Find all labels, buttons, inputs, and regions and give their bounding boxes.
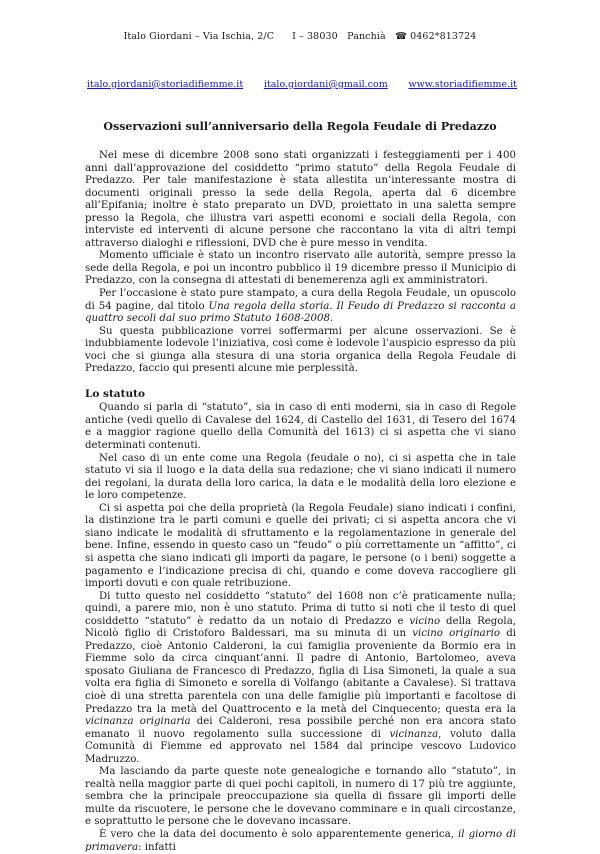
- paragraph: [85, 288, 516, 326]
- email-link-gmail[interactable]: italo.giordani@gmail.com: [263, 79, 388, 90]
- document-title: Osservazioni sull’anniversario della Regola Feudale di Predazzo: [103, 120, 497, 133]
- document-body: [85, 150, 516, 854]
- paragraph: [85, 829, 516, 854]
- town: Panchià: [347, 31, 386, 42]
- paragraph: Ci si aspetta poi che della proprietà (la Regola Feudale) siano indicati i confini, la distinzione tra le parti comuni e quelle dei privati; ci si aspetta ancora che vi siano indicate le modalità di sfruttamento e la regolamentazione in generale del bene. Infine, essendo in questo caso un “feudo” o più correttamente un “affitto”, ci si aspetta che siano indicati gli importi da pagare, le persone (o i beni) soggette a pagamento e l’indicazione precisa di chi, quando e come doveva raccogliere gli importi dovuti e con quale retribuzione.: [85, 502, 516, 590]
- section-heading: Lo statuto: [85, 387, 145, 400]
- italic-term: vicinanza: [389, 728, 439, 740]
- text-run: di Predazzo, cioè Antonio Calderoni, la cui famiglia proveniente da Bormio era in Fiemme solo da circa cinquant’anni. Il padre di Antonio, Bartolomeo, aveva sposato Giuliana de Francesco di Predazzo, figlia di Lisa Simoneti, la quale a sua volta era figlia di Simoneto e sorella di Volfango (abitante a Cavalese). Si trattava cioè di una stretta parentela con una delle famiglie più importanti e facoltose di Predazzo tra la metà del Quattrocento e la metà del Cinquecento; questa era la: [85, 628, 516, 715]
- email-link-storiadifiemme[interactable]: italo.giordani@storiadifiemme.it: [87, 79, 244, 90]
- italic-term: vicino originario: [412, 628, 501, 640]
- italic-term: il giorno di primavera: [85, 828, 516, 853]
- text-run: È vero che la data del documento è solo apparentemente generica,: [99, 828, 459, 840]
- text-run: : infatti: [138, 841, 176, 853]
- website-link[interactable]: www.storiadifiemme.it: [408, 79, 517, 90]
- author-address: Italo Giordani – Via Ischia, 2/C: [123, 31, 275, 42]
- text-run: dei Calderoni, resa possibile perché non era ancora stato emanato il nuovo regolamento sulla successione di: [85, 716, 516, 740]
- paragraph: [85, 591, 516, 767]
- publication-title: Una regola della storia. Il Feudo di Predazzo si racconta a quattro secoli dal suo primo Statuto 1608-2008.: [85, 300, 516, 325]
- paragraph: Ma lasciando da parte queste note genealogiche e tornando allo “statuto”, in realtà nella maggior parte di quei pochi capitoli, in numero di 17 più tre aggiunte, sembra che la principale preoccupazione sia quella di fissare gli importi delle multe da riscuotere, le persone che le dovevano comminare e in quali circostanze, e soprattutto le persone che le dovevano incassare.: [85, 766, 516, 828]
- telephone-icon: ☎: [395, 31, 408, 42]
- text-run: , voluto dalla Comunità di Fiemme ed approvato nel 1584 dal principe vescovo Ludovico Madruzzo.: [85, 728, 516, 765]
- text-run: della Regola, Nicolò figlio di Cristoforo Baldessari, ma su minuta di un: [85, 615, 517, 640]
- phone-number: 0462*813724: [410, 31, 477, 42]
- text-run: Di tutto questo nel cosiddetto “statuto” del 1608 non c’è praticamente nulla; quindi, a parere mio, non è uno statuto. Prima di tutto si noti che il testo di quel cosiddetto “statuto” è redatto da un notaio di Predazzo e: [85, 590, 516, 627]
- postal-code: I – 38030: [292, 31, 338, 42]
- letterhead-contacts: [87, 79, 517, 90]
- paragraph: Quando si parla di “statuto”, sia in caso di enti moderni, sia in caso di Regole antiche (vedi quello di Cavalese del 1624, di Castello del 1631, di Tesero del 1674 e a maggior ragione quello della Comunità del 1613) ci si aspetta che vi siano determinati contenuti.: [85, 402, 516, 452]
- letterhead-address: [0, 31, 600, 42]
- paragraph: Nel caso di un ente come una Regola (feudale o no), ci si aspetta che in tale statuto vi sia il luogo e la data della sua redazione; che vi siano indicati il numero dei regolani, la durata della loro carica, la data e le modalità della loro elezione e le loro competenze.: [85, 452, 516, 502]
- italic-term: vicino: [409, 615, 441, 627]
- paragraph: Momento ufficiale è stato un incontro riservato alle autorità, sempre presso la sede della Regola, e poi un incontro pubblico il 19 dicembre presso il Municipio di Predazzo, con la consegna di attestati di benemerenza agli ex amministratori.: [85, 250, 516, 287]
- text-run: Per l’occasione è stato pure stampato, a cura della Regola Feudale, un opuscolo di 54 pagine, dal titolo: [85, 288, 516, 312]
- italic-term: vicinanza originaria: [85, 716, 191, 728]
- paragraph: Nel mese di dicembre 2008 sono stati organizzati i festeggiamenti per i 400 anni dall’approvazione del cosiddetto “primo statuto” della Regola Feudale di Predazzo. Per tale manifestazione è stata allestita un’interessante mostra di documenti originali presso la sede della Regola, aperta dal 6 dicembre all’Epifania; inoltre è stato preparato un DVD, proiettato in una saletta sempre presso la Regola, che illustra vari aspetti economi e sociali della Regola, con interviste ed interventi di alcune persone che raccontano la vita di altri tempi attraverso dialoghi e riflessioni, DVD che è pure messo in vendita.: [85, 150, 516, 249]
- paragraph: Su questa pubblicazione vorrei soffermarmi per alcune osservazioni. Se è indubbiamente lodevole l’iniziativa, così come è lodevole l’auspicio espresso da più voci che si giunga alla stesura di una storia organica della Regola Feudale di Predazzo, faccio qui presenti alcune mie perplessità.: [85, 325, 516, 375]
